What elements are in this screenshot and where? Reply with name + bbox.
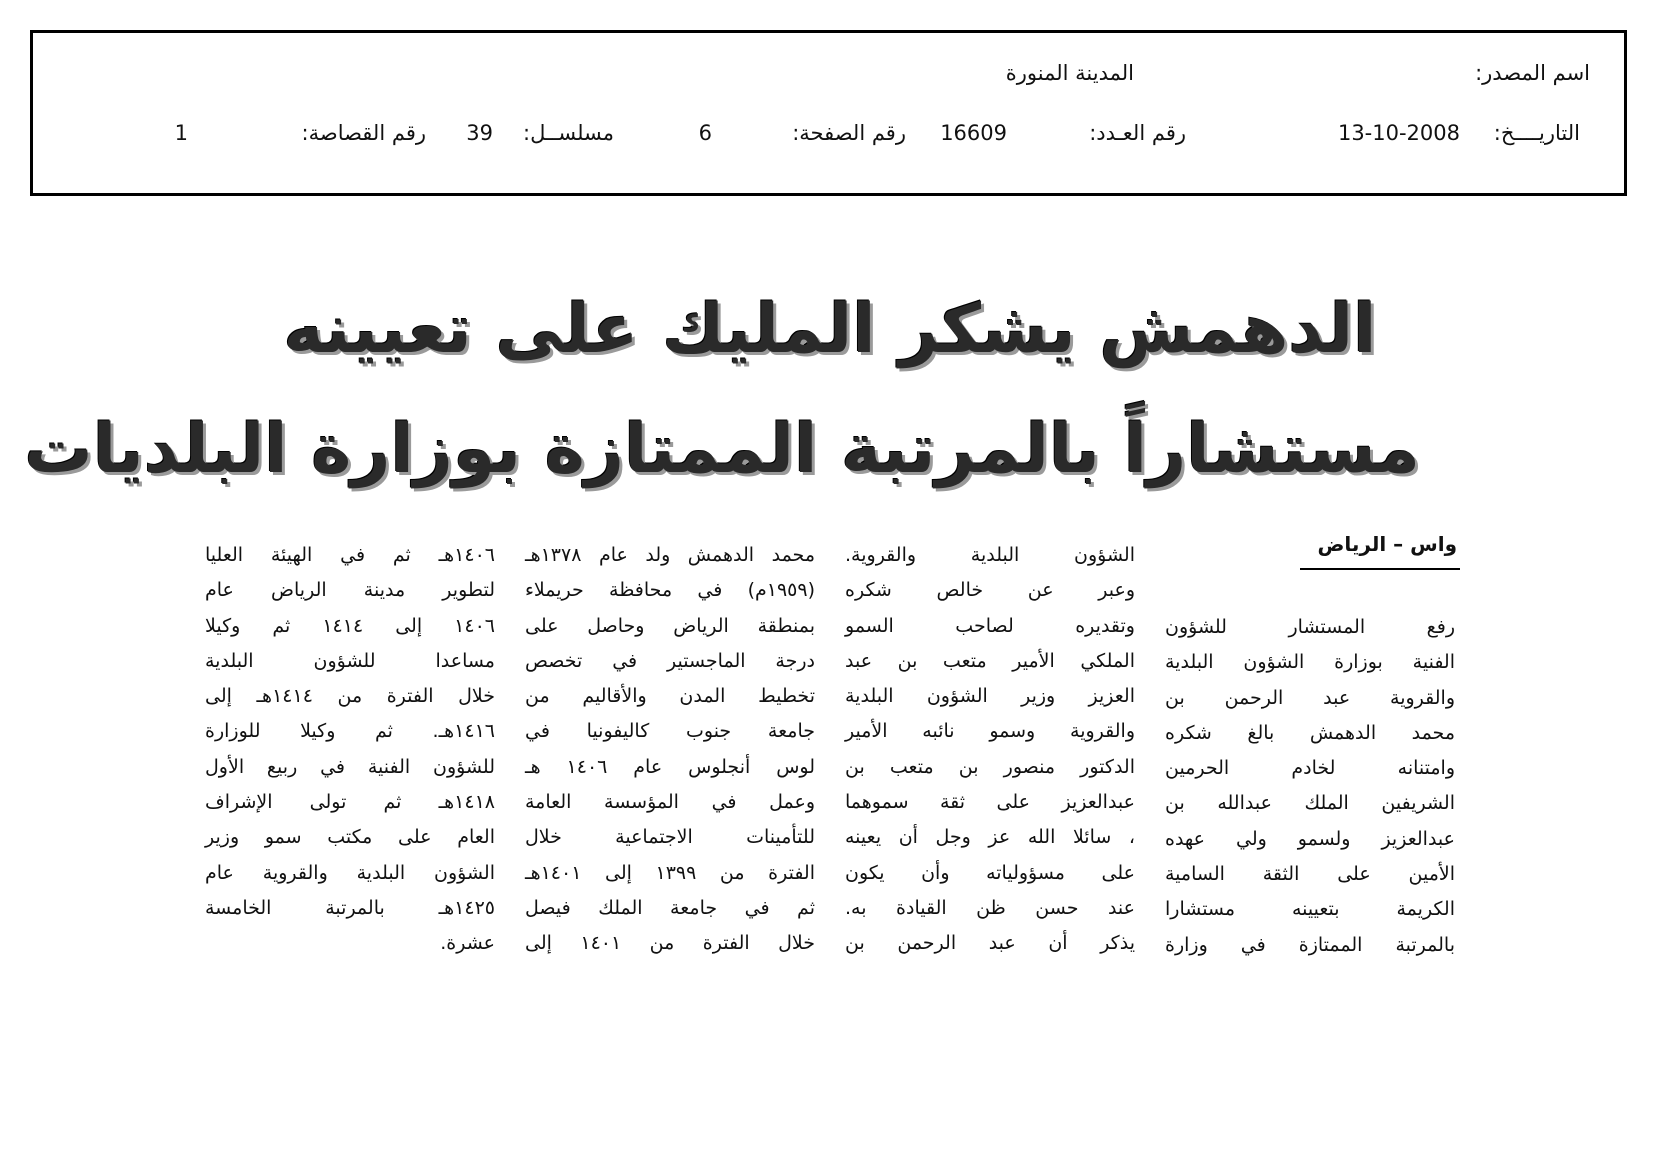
column-line: درجة الماجستير في تخصص [525, 649, 815, 672]
column-line: تخطيط المدن والأقاليم من [525, 685, 815, 708]
column-line: للشؤون الفنية في ربيع الأول [205, 755, 495, 778]
column-line: ١٤٠٦هـ ثم في الهيئة العليا [205, 544, 495, 566]
source-label: اسم المصدر: [1475, 61, 1590, 85]
column-line: جامعة جنوب كاليفونيا في [525, 720, 815, 743]
serial-label: مسلســل: [523, 121, 614, 145]
column-line: يذكر أن عبد الرحمن بن [845, 932, 1135, 955]
column-line: محمد الدهمش ولد عام ١٣٧٨هـ [525, 544, 815, 566]
column-line: الدكتور منصور بن متعب بن [845, 755, 1135, 778]
column-line: لوس أنجلوس عام ١٤٠٦ هـ [525, 755, 815, 778]
column-line: خلال الفترة من ١٤١٤هـ إلى [205, 685, 496, 708]
column-line: العزيز وزير الشؤون البلدية [845, 685, 1135, 708]
column-line: ، سائلا الله عز وجل أن يعينه [845, 826, 1135, 849]
column-line: الفترة من ١٣٩٩ إلى ١٤٠١هـ [525, 861, 815, 884]
date-label: التاريــــخ: [1493, 121, 1580, 145]
column-line: ١٤١٦هـ. ثم وكيلا للوزارة [205, 720, 495, 743]
column-line: (١٩٥٩م) في محافظة حريملاء [525, 579, 815, 602]
source-value: المدينة المنورة [1005, 61, 1134, 85]
column-line: ١٤٢٥هـ بالمرتبة الخامسة [205, 896, 495, 919]
headline-line-1: الدهمش يشكر المليك على تعيينه [283, 290, 1377, 369]
column-line: الشؤون البلدية والقروية عام [205, 861, 495, 884]
clip-value: 1 [174, 121, 188, 145]
column-line: عبدالعزيز على ثقة سموهما [845, 791, 1135, 814]
serial-value: 39 [466, 121, 493, 145]
column-line: للتأمينات الاجتماعية خلال [525, 826, 815, 849]
column-line: العام على مكتب سمو وزير [205, 826, 495, 849]
byline-underline [1300, 568, 1460, 570]
issue-label: رقم العـدد: [1089, 121, 1186, 145]
column-line: وعبر عن خالص شكره [845, 579, 1135, 602]
clip-label: رقم القصاصة: [301, 121, 426, 145]
column-line: الشريفين الملك عبدالله بن [1165, 792, 1455, 815]
column-line: الشؤون البلدية والقروية. [845, 544, 1135, 566]
column-line: والقروية وسمو نائبه الأمير [845, 720, 1135, 743]
headline-line-2: مستشاراً بالمرتبة الممتازة بوزارة البلديات [24, 410, 1420, 489]
column-line: لتطوير مدينة الرياض عام [205, 579, 495, 602]
byline: واس – الرياض [1317, 532, 1457, 556]
column-line: وامتنانه لخادم الحرمين [1165, 757, 1455, 780]
date-value: 13-10-2008 [1337, 121, 1460, 145]
column-line: رفع المستشار للشؤون [1165, 616, 1455, 638]
column-line: عبدالعزيز ولسمو ولي عهده [1165, 827, 1455, 850]
article-column-3 [525, 538, 815, 962]
column-line: الملكي الأمير متعب بن عبد [845, 649, 1135, 672]
column-line: ثم في جامعة الملك فيصل [525, 896, 815, 919]
clipping-header [30, 30, 1627, 196]
column-line: والقروية عبد الرحمن بن [1165, 686, 1455, 709]
column-line: خلال الفترة من ١٤٠١ إلى [525, 932, 815, 955]
header-line-meta [33, 121, 1624, 155]
column-line: ١٤١٨هـ ثم تولى الإشراف [205, 791, 495, 814]
column-line: بمنطقة الرياض وحاصل على [525, 614, 815, 637]
column-line: بالمرتبة الممتازة في وزارة [1165, 933, 1455, 956]
page-value: 6 [698, 121, 712, 145]
column-line: وتقديره لصاحب السمو [845, 614, 1135, 637]
page-label: رقم الصفحة: [792, 121, 906, 145]
column-line: عشرة. [440, 932, 495, 955]
column-line: الأمين على الثقة السامية [1165, 863, 1455, 886]
column-line: محمد الدهمش بالغ شكره [1165, 721, 1455, 744]
column-line: على مسؤولياته وأن يكون [845, 861, 1135, 884]
column-line: مساعدا للشؤون البلدية [205, 649, 495, 672]
article-column-4 [205, 538, 495, 962]
column-line: عند حسن ظن القيادة به. [845, 896, 1135, 919]
column-line: ١٤٠٦ إلى ١٤١٤ ثم وكيلا [205, 614, 495, 637]
column-line: وعمل في المؤسسة العامة [525, 791, 815, 814]
column-line: الفنية بوزارة الشؤون البلدية [1165, 651, 1455, 674]
issue-value: 16609 [940, 121, 1007, 145]
article-column-2 [845, 538, 1135, 962]
header-line-source [33, 61, 1624, 95]
column-line: الكريمة بتعيينه مستشارا [1165, 898, 1455, 921]
article-column-1 [1165, 610, 1455, 963]
